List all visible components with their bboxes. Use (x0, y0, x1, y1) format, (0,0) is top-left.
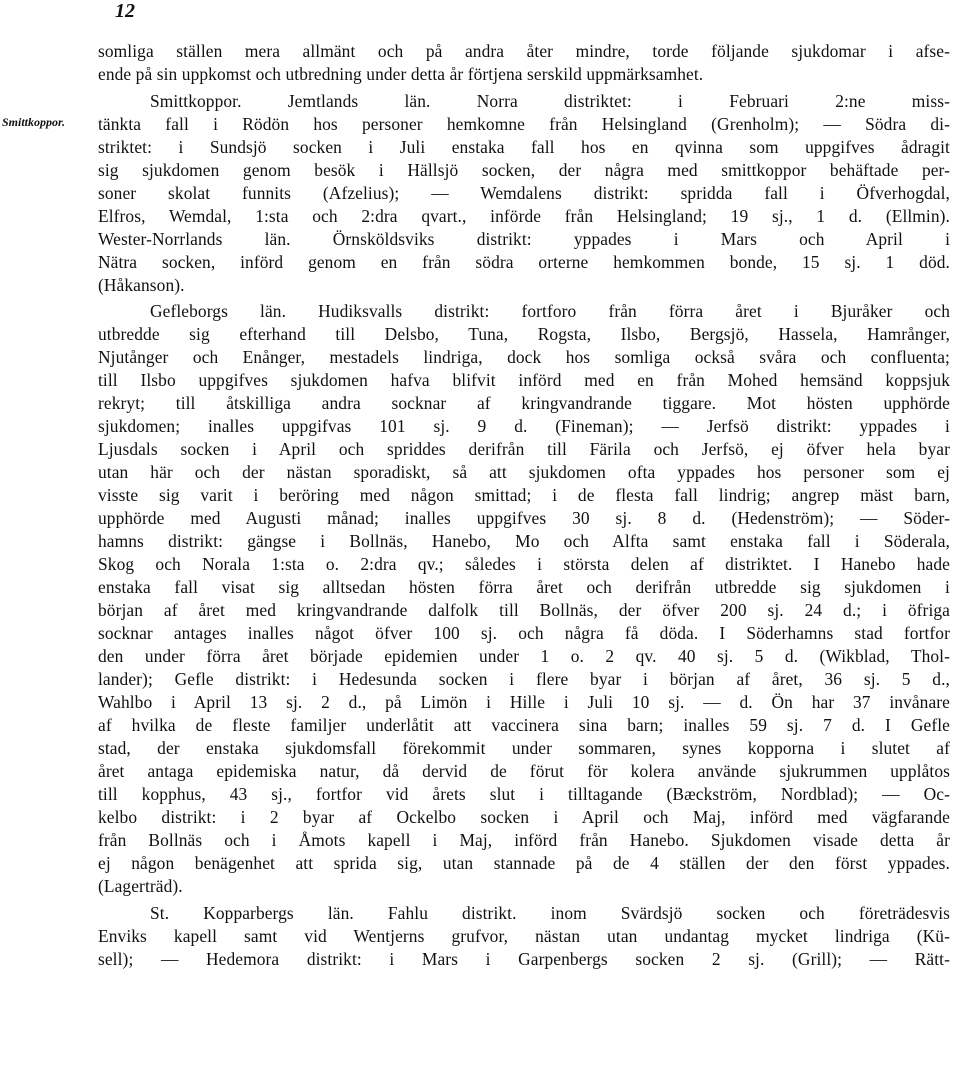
text-line: Elfros, Wemdal, 1:sta och 2:dra qvart., införde från Helsingland; 19 sj., 1 d. (Ellmin). (98, 205, 950, 226)
text-line: sell); — Hedemora distrikt: i Mars i Garpenbergs socken 2 sj. (Grill); — Rätt- (98, 948, 950, 969)
text-line: ende på sin uppkomst och utbredning under detta år förtjena serskild uppmärksamhet. (98, 64, 704, 84)
text-line: till Ilsbo uppgifves sjukdomen hafva blifvit införd med en från Mohed hemsänd koppsjuk (98, 370, 950, 390)
text-line: Skog och Norala 1:sta o. 2:dra qv.; således i största delen af distriktet. I Hanebo hade (98, 554, 950, 574)
text-line: somliga ställen mera allmänt och på andra åter mindre, torde följande sjukdomar i afse- (98, 41, 950, 61)
text-line: början af året med kringvandrande dalfolk till Bollnäs, der öfver 200 sj. 24 d.; i öfriga (98, 600, 950, 620)
text-line: Enviks kapell samt vid Wentjerns grufvor, nästan utan undantag mycket lindriga (Kü- (98, 925, 950, 946)
text-line: Njutånger och Enånger, mestadels lindriga, dock hos somliga också svåra och confluenta; (98, 347, 950, 367)
text-line: Wahlbo i April 13 sj. 2 d., på Limön i Hille i Juli 10 sj. — d. Ön har 37 invånare (98, 692, 950, 712)
text-line: tänkta fall i Rödön hos personer hemkomne från Helsingland (Grenholm); — Södra di- (98, 113, 950, 134)
page-number: 12 (115, 0, 135, 22)
text-line: (Lagerträd). (98, 876, 183, 896)
text-line: ej någon benägenhet att sprida sig, utan stannade på de 4 ställen der den först yppades. (98, 853, 950, 873)
text-line: kelbo distrikt: i 2 byar af Ockelbo socken i April och Maj, införd med vägfarande (98, 807, 950, 827)
text-line: sjukdomen; inalles uppgifvas 101 sj. 9 d. (Fineman); — Jerfsö distrikt: yppades i (98, 416, 950, 436)
body-text (98, 40, 950, 971)
text-line: striktet: i Sundsjö socken i Juli enstaka fall hos en qvinna som uppgifves ådragit (98, 136, 950, 157)
text-line: Nätra socken, införd genom en från södra orterne hemkommen bonde, 15 sj. 1 död. (98, 251, 950, 272)
text-line: Gefleborgs län. Hudiksvalls distrikt: fortforo från förra året i Bjuråker och (150, 301, 950, 321)
text-line: Ljusdals socken i April och spriddes derifrån till Färila och Jerfsö, ej öfver hela byar (98, 439, 950, 459)
text-line: upphörde med Augusti månad; inalles uppgifves 30 sj. 8 d. (Hedenström); — Söder- (98, 508, 950, 528)
text-line: stad, der enstaka sjukdomsfall förekommit under sommaren, synes kopporna i slutet af (98, 738, 950, 758)
margin-note: Smittkoppor. (2, 115, 66, 129)
text-line: visste sig varit i beröring med någon smittad; i de flesta fall lindrig; angrep mäst barn, (98, 485, 950, 505)
text-line: från Bollnäs och i Åmots kapell i Maj, införd från Hanebo. Sjukdomen visade detta år (98, 830, 950, 850)
text-line: den under förra året började epidemien under 1 o. 2 qv. 40 sj. 5 d. (Wikblad, Thol- (98, 646, 950, 666)
text-line: lander); Gefle distrikt: i Hedesunda socken i flere byar i början af året, 36 sj. 5 d., (98, 669, 950, 689)
text-line: enstaka fall visat sig alltsedan hösten förra året och derifrån utbredde sig sjukdomen i (98, 577, 950, 597)
text-line: utbredde sig efterhand till Delsbo, Tuna, Rogsta, Ilsbo, Bergsjö, Hassela, Hamrånger, (98, 324, 950, 344)
text-line: utan här och der nästan sporadiskt, så att sjukdomen ofta yppades hos personer som ej (98, 462, 950, 482)
text-line: året antaga epidemiska natur, då dervid de förut för kolera använde sjukrummen upplåtos (98, 761, 950, 781)
text-line: (Håkanson). (98, 274, 185, 295)
text-line: soner skolat funnits (Afzelius); — Wemdalens distrikt: spridda fall i Öfverhogdal, (98, 182, 950, 203)
text-line: Smittkoppor. Jemtlands län. Norra distriktet: i Februari 2:ne miss- (150, 90, 950, 111)
text-line: socknar antages inalles något öfver 100 sj. och några få döda. I Söderhamns stad fortfor (98, 623, 950, 643)
text-line: rekryt; till åtskilliga andra socknar af kringvandrande tiggare. Mot hösten upphörde (98, 393, 950, 413)
text-line: Wester-Norrlands län. Örnsköldsviks distrikt: yppades i Mars och April i (98, 228, 950, 249)
text-line: hamns distrikt: gängse i Bollnäs, Hanebo, Mo och Alfta samt enstaka fall i Söderala, (98, 531, 950, 551)
text-line: af hvilka de fleste familjer underlåtit att vaccinera sina barn; inalles 59 sj. 7 d. I Gefle (98, 715, 950, 735)
text-line: St. Kopparbergs län. Fahlu distrikt. inom Svärdsjö socken och företrädesvis (150, 902, 950, 923)
text-line: till kopphus, 43 sj., fortfor vid årets slut i tilltagande (Bæckström, Nordblad); — Oc- (98, 784, 950, 804)
text-line: sig sjukdomen genom besök i Hällsjö socken, der några med smittkoppor behäftade per- (98, 159, 950, 180)
